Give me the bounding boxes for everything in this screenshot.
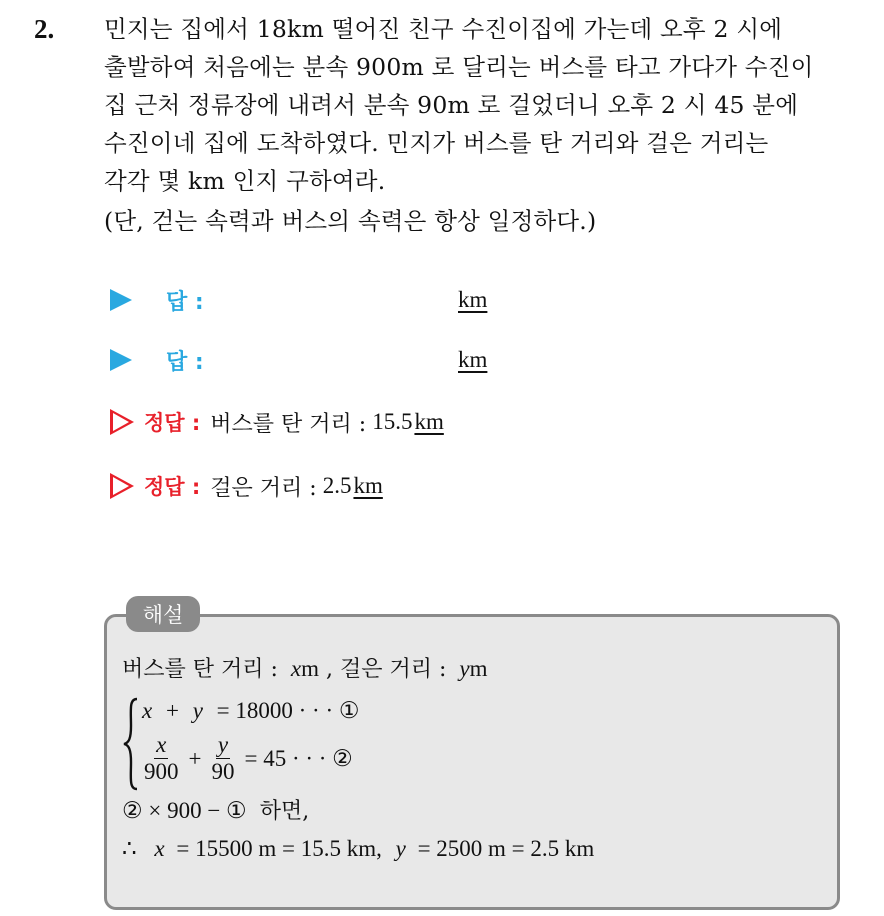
question-note: (단, 걷는 속력과 버스의 속력은 항상 일정하다.) [104, 207, 597, 235]
solution-result-line [122, 830, 822, 868]
solution-step-line [122, 792, 822, 830]
answer-label: 답 : [166, 349, 204, 375]
math-unit: m [469, 656, 488, 681]
question-line: 집 근처 정류장에 내려서 분속 90m 로 걸었더니 오후 2 시 45 분에 [104, 91, 799, 119]
question-text [104, 10, 864, 240]
question-line: 출발하여 처음에는 분속 900m 로 달리는 버스를 타고 가다가 수진이 [104, 53, 814, 81]
math-var-y: y [192, 698, 203, 723]
math-expression: ② × 900 − ① [122, 798, 247, 823]
correct-answer-row-1 [110, 404, 444, 440]
correct-arrow-icon [110, 409, 134, 435]
question-line: 수진이네 집에 도착하였다. 민지가 버스를 탄 거리와 걸은 거리는 [104, 129, 769, 157]
correct-unit: km [414, 409, 444, 434]
equation-2 [142, 732, 353, 785]
answer-row-1[interactable] [110, 282, 488, 318]
answer-arrow-icon [110, 349, 132, 371]
correct-unit: km [353, 473, 383, 498]
math-unit: m [301, 656, 320, 681]
fraction [209, 732, 236, 785]
math-operator: + [165, 698, 179, 723]
therefore-symbol: ∴ [122, 836, 137, 861]
solution-text: 버스를 탄 거리 : [122, 657, 278, 682]
math-var-x: x [156, 732, 167, 757]
denominator: 90 [211, 759, 235, 784]
math-rest: = 15500 m = 15.5 km, [176, 836, 382, 861]
answer-row-2[interactable] [110, 342, 488, 378]
correct-answer-row-2 [110, 468, 383, 504]
math-var-y: y [395, 836, 406, 861]
solution-variables-line [122, 650, 822, 688]
question-line: 민지는 집에서 18km 떨어진 친구 수진이집에 가는데 오후 2 시에 [104, 15, 783, 43]
correct-arrow-icon [110, 473, 134, 499]
solution-text: , 걸은 거리 : [326, 657, 447, 682]
equation-1 [142, 698, 360, 724]
answer-unit: km [458, 347, 488, 372]
math-rest: = 18000 · · · ① [216, 698, 360, 723]
equation-system [122, 696, 822, 792]
correct-label: 정답 : [144, 475, 201, 499]
solution-content [122, 650, 822, 868]
correct-text: 버스를 탄 거리 : [210, 411, 367, 437]
question-number: 2. [34, 14, 55, 44]
correct-value: 2.5 [322, 473, 352, 498]
question-line: 각각 몇 km 인지 구하여라. [104, 167, 386, 195]
answer-arrow-icon [110, 289, 132, 311]
correct-label: 정답 : [144, 411, 201, 435]
math-var-x: x [290, 656, 302, 681]
math-rest: = 45 · · · ② [244, 745, 353, 771]
brace-icon [122, 696, 140, 792]
solution-tab: 해설 [126, 596, 200, 632]
solution-text: 하면, [259, 799, 310, 824]
math-rest: = 2500 m = 2.5 km [417, 836, 595, 861]
fraction [142, 732, 181, 785]
denominator: 900 [144, 759, 179, 784]
math-var-y: y [459, 656, 470, 681]
answer-unit: km [458, 287, 488, 312]
correct-text: 걸은 거리 : [210, 475, 317, 501]
math-var-y: y [217, 732, 229, 757]
correct-value: 15.5 [372, 409, 413, 434]
math-var-x: x [154, 836, 165, 861]
math-operator: + [188, 745, 202, 771]
answer-label: 답 : [166, 289, 204, 315]
math-var-x: x [142, 698, 153, 723]
